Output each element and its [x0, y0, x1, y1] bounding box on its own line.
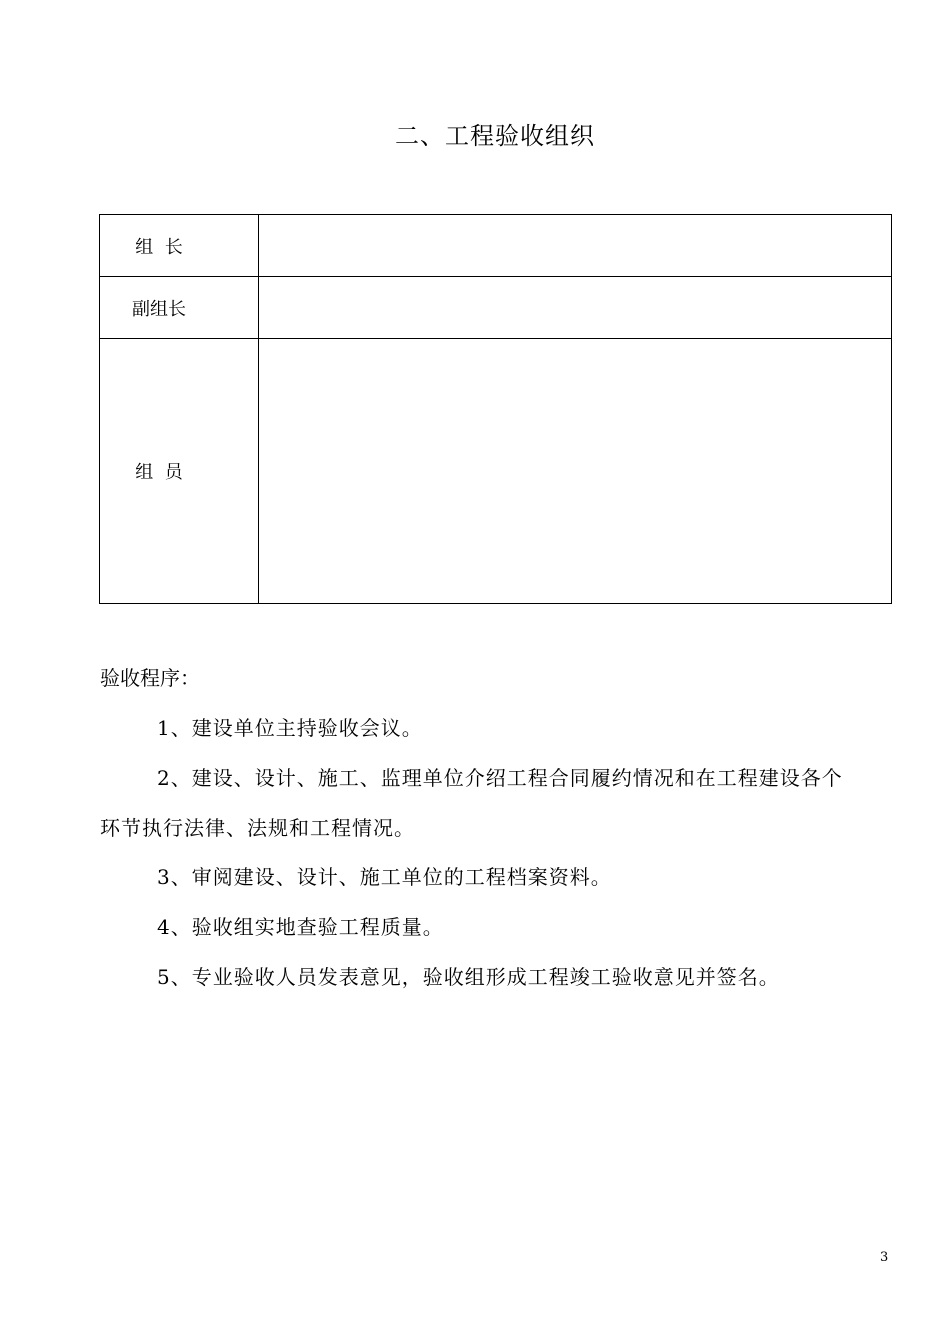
deputy-leader-value-cell[interactable]	[259, 277, 892, 339]
leader-label: 组 长	[135, 236, 183, 258]
procedure-item-2-continuation: 环节执行法律、法规和工程情况。	[100, 816, 415, 840]
procedure-heading: 验收程序：	[100, 666, 200, 690]
leader-value-cell[interactable]	[259, 215, 892, 277]
table-row-leader	[100, 215, 892, 277]
procedure-item-5: 5、专业验收人员发表意见，验收组形成工程竣工验收意见并签名。	[157, 965, 780, 989]
table-row-members	[100, 339, 892, 604]
procedure-item-2: 2、建设、设计、施工、监理单位介绍工程合同履约情况和在工程建设各个	[157, 766, 843, 790]
members-label-cell	[100, 339, 259, 604]
procedure-item-4: 4、验收组实地查验工程质量。	[157, 915, 444, 939]
procedure-item-3: 3、审阅建设、设计、施工单位的工程档案资料。	[157, 865, 612, 889]
leader-label-cell	[100, 215, 259, 277]
table-row-deputy-leader	[100, 277, 892, 339]
members-value-cell[interactable]	[259, 339, 892, 604]
members-label: 组 员	[135, 462, 183, 483]
page-number: 3	[880, 1250, 889, 1265]
deputy-leader-label: 副组长	[132, 298, 186, 320]
procedure-item-1: 1、建设单位主持验收会议。	[157, 716, 423, 740]
organization-table	[99, 214, 892, 604]
deputy-leader-label-cell	[100, 277, 259, 339]
page-title: 二、工程验收组织	[395, 122, 595, 150]
